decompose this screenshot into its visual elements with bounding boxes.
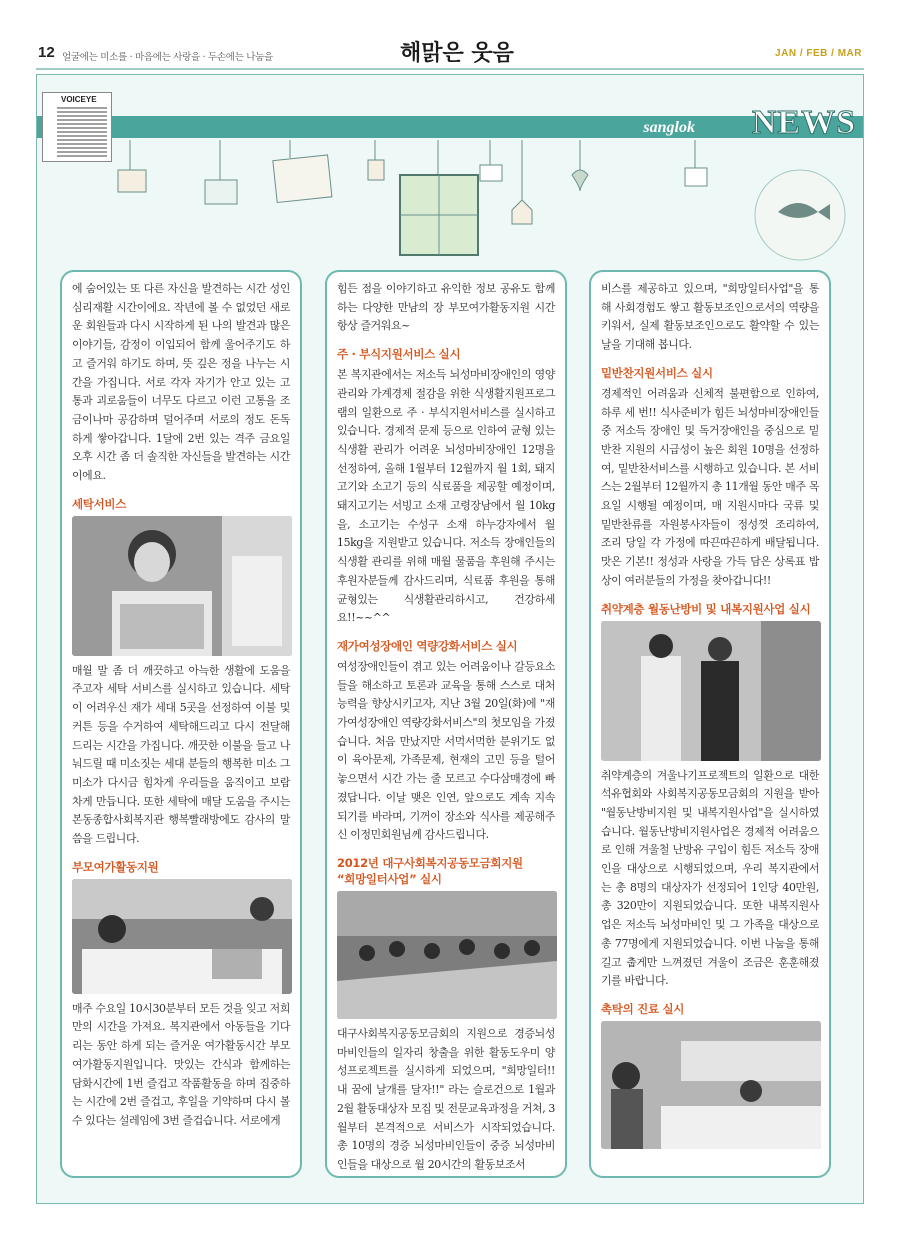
column-1 [60, 270, 302, 1178]
parent-leisure-photo [72, 879, 292, 994]
section-title: 주 · 부식지원서비스 실시 [337, 347, 461, 362]
voiceye-label: VOICEYE [61, 95, 97, 104]
article-text: 매월 말 좀 더 깨끗하고 아늑한 생활에 도움을 주고자 세탁 서비스를 실시하고 있습니다. 세탁이 어려우신 재가 세대 5곳을 선정하여 이불 및 커튼 등을 수거하여 세탁해드리고 다시 전달해 드리는 시간을 가집니다. 깨끗한 이불을 들고 나눠드릴 때 미소짓는 세대 분들의 행복한 미소 그 미소가 다시금 힘차게 우리들을 움직이고 보람차게 만듭니다. 또한 세탁에 매달 도움을 주시는 본동종합사회복지관 행복빨래방에도 감사의 말씀을 드립니다. [72, 663, 290, 846]
section-title: 재가여성장애인 역량강화서비스 실시 [337, 638, 518, 653]
qr-code-icon [57, 107, 107, 157]
article-text: 비스를 제공하고 있으며, "희망일터사업"을 통해 사회경험도 쌓고 활동보조인으로서의 역량을 키워서, 실제 활동보조인으로도 활약할 수 있는 날을 기대해 봅니다. [601, 282, 819, 352]
page-header [0, 0, 900, 70]
page-number: 12 [38, 44, 55, 61]
banner-strip [37, 116, 863, 138]
column-2 [325, 270, 567, 1178]
header-tagline: 얼굴에는 미소를 · 마음에는 사랑을 · 두손에는 나눔을 [62, 52, 273, 63]
article-text: 힘든 점을 이야기하고 유익한 정보 공유도 함께하는 다양한 만남의 장 부모여가활동지원 시간 항상 즐거워요~ [337, 282, 555, 333]
column-3 [589, 270, 831, 1178]
laundry-service-photo [72, 516, 292, 656]
masthead-logo: 해맑은 웃음 [400, 41, 514, 66]
section-title: 촉탁의 진료 실시 [601, 1001, 685, 1016]
article-text: 취약계층의 겨울나기프로젝트의 일환으로 대한석유협회와 사회복지공동모금회의 지원을 받아 "월동난방비지원 및 내복지원사업"을 실시하였습니다. 월동난방비지원사업은 경제적 어려움으로 인해 겨울철 난방유 구입이 힘든 저소득 장애인을 대상으로 시행되었으며, 우리 복지관에서는 총 8명의 대상자가 선정되어 1인당 40만원, 총 320만이 지원되었습니다. 또한 내복지원사업은 저소득 뇌성마비인 및 그 가족을 대상으로 총 77명에게 지원되었습니다. 이번 나눔을 통해 길고 춥게만 느껴졌던 겨울이 조금은 훈훈해졌기를 바랍니다. [601, 768, 819, 988]
section-title [337, 855, 555, 887]
hope-work-photo [337, 891, 557, 1019]
banner-title: NEWS [751, 104, 856, 141]
banner-subtitle: sanglok [643, 119, 695, 136]
section-title-line: 2012년 대구사회복지공동모금회지원 [337, 855, 523, 870]
voiceye-code [42, 92, 112, 162]
section-title: 밑반찬지원서비스 실시 [601, 365, 713, 380]
article-text: 매주 수요일 10시30분부터 모든 것을 잊고 저희만의 시간을 가져요. 복지관에서 아동들을 기다리는 동안 하게 되는 즐거운 여가활동시간 부모여가활동지원입니다. 맛있는 간식과 함께하는 담화시간에 1번 즐겁고 작품활동을 하며 집중하는 시간에 2번 즐겁고, 후일을 기약하며 다시 볼 수 있다는 설레임에 3번 즐겁습니다. 서로에게 [72, 1001, 290, 1127]
section-title: 부모여가활동지원 [72, 859, 159, 874]
issue-months: JAN / FEB / MAR [775, 48, 862, 59]
article-text: 대구사회복지공동모금회의 지원으로 경증뇌성마비인들의 일자리 창출을 위한 활동도우미 양성프로젝트를 실시하게 되었으며, "희망일터!! 내 꿈에 날개를 달자!!" 라는 슬로건으로 1월과 2월 활동대상자 모집 및 전문교육과정을 거쳐, 3월부터 본격적으로 서비스가 시작되었습니다. 총 10명의 경증 뇌성마비인들이 중증 뇌성마비인들을 대상으로 월 20시간의 활동보조서 [337, 1026, 556, 1171]
heating-support-photo [601, 621, 821, 761]
section-title-line: “희망일터사업” 실시 [337, 871, 442, 886]
medical-consult-photo [601, 1021, 821, 1149]
article-text: 여성장애인들이 겪고 있는 어려움이나 갈등요소들을 해소하고 토론과 교육을 통해 스스로 대처능력을 향상시키고자, 지난 3월 20일(화)에 "재가여성장애인 역량강화서비스"의 첫모임을 가졌습니다. 처음 만났지만 서먹서먹한 분위기도 없이 육아문제, 가족문제, 현재의 고민 등을 털어놓으면서 시간 가는 줄 모르고 수다삼매경에 빠졌답니다. 이날 맺은 인연, 앞으로도 계속 지속되기를 바라며, 기꺼이 장소와 식사를 제공해주신 이정민회원님께 감사드립니다. [337, 659, 555, 842]
header-rule [36, 68, 864, 70]
article-text: 에 숨어있는 또 다른 자신을 발견하는 시간 성인심리재활 시간이에요. 작년에 볼 수 없었던 새로운 회원들과 다시 시작하게 된 나의 발견과 많은 이야기들, 감정이 이입되어 함께 울어주기도 하고 즐거워 하기도 하며, 뜻 깊은 정을 나누는 시간을 가집니다. 서로 각자 자기가 안고 있는 고통과 괴로움들이 너무도 다르고 이런 고통을 조금이나마 공감하며 덜어주며 서로의 정도 돈독하게 쌓아갑니다. 1달에 2번 있는 격주 금요일 오후 시간 좀 더 솔직한 자신들을 발견하는 시간이에요. [72, 282, 290, 483]
section-title: 세탁서비스 [72, 496, 127, 511]
hanging-decoration-illustration [110, 140, 850, 270]
article-text: 경제적인 어려움과 신체적 불편함으로 인하여, 하루 세 번!! 식사준비가 힘든 뇌성마비장애인들 중 저소득 장애인 및 독거장애인을 중심으로 밑반찬 지원의 시급성이 높은 회원 10명을 선정하여, 밑반찬서비스를 시행하고 있습니다. 본 서비스는 2월부터 12월까지 총 11개월 동안 매주 목요일 시행될 예정이며, 매 지원시마다 국류 및 밑반찬류를 자원봉사자들이 정성껏 조리하여, 조리 당일 각 가정에 따끈따끈하게 배달됩니다. 맛은 기본!! 정성과 사랑을 가득 담은 상록표 밥상이 여러분들의 가정을 찾아갑니다!! [601, 386, 819, 587]
article-text: 본 복지관에서는 저소득 뇌성마비장애인의 영양관리와 가계경제 절감을 위한 식생활지원프로그램의 일환으로 주 · 부식지원서비스를 실시하고 있습니다. 경제적 문제 등으로 인하여 균형 있는 식생활 관리가 어려운 뇌성마비장애인 12명을 선정하여, 올해 1월부터 12월까지 월 1회, 돼지고기와 소고기 등의 식료품을 제공할 예정이며, 돼지고기는 서빙고 소재 고령장남에서 월 10kg을, 소고기는 수성구 소재 하누강자에서 월 15kg을 지원받고 있습니다. 저소득 장애인들의 식생활 관리를 위해 매월 물품을 후원해 주시는 후원자분들께 감사드리며, 식료품 후원을 통해 균형있는 식생활관리하시고, 건강하세요!!~~^^ [337, 368, 555, 625]
section-title: 취약계층 월동난방비 및 내복지원사업 실시 [601, 601, 811, 616]
